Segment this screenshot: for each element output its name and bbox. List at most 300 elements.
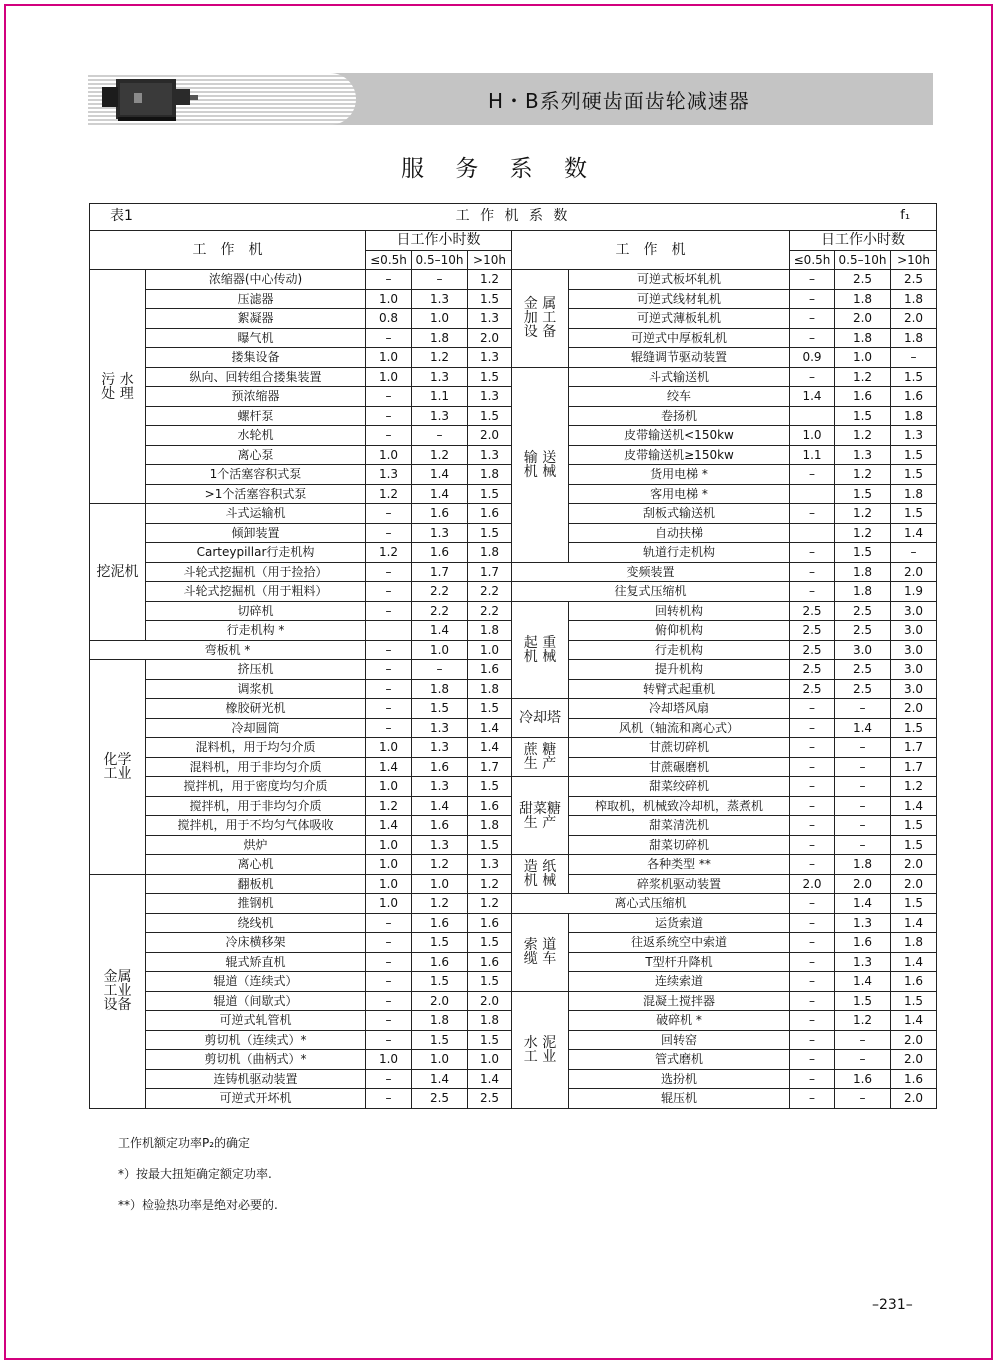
factor-value: – [891,543,937,563]
gear-reducer-icon [98,73,208,125]
factor-value: – [790,1089,835,1109]
notes [118,1134,278,1227]
factor-value: – [366,1030,412,1050]
machine-name: 甜菜绞碎机 [569,777,790,797]
machine-name: 弯板机 * [90,640,366,660]
factor-value: 1.4 [468,1069,512,1089]
factor-value: 1.2 [468,874,512,894]
factor-value: – [835,1089,891,1109]
page-number: –231– [872,1297,913,1313]
factor-value: 3.0 [891,621,937,641]
factor-value: 1.0 [412,874,468,894]
factor-value: 2.2 [412,582,468,602]
factor-value: – [366,991,412,1011]
factor-value: – [790,543,835,563]
factor-value: 2.5 [790,601,835,621]
factor-value: 2.0 [891,1030,937,1050]
factor-value: 1.5 [468,835,512,855]
machine-name: 各种类型 ** [569,855,790,875]
machine-name: 往复式压缩机 [512,582,790,602]
machine-name: 辊压机 [569,1089,790,1109]
category-label: 索 道 缆 车 [512,913,569,991]
factor-value: – [366,972,412,992]
machine-name: 翻板机 [146,874,366,894]
factor-value: 2.5 [790,679,835,699]
machine-name: 混料机，用于均匀介质 [146,738,366,758]
factor-value: – [790,796,835,816]
factor-value: 1.0 [366,835,412,855]
machine-name: 纵向、回转组合搂集装置 [146,367,366,387]
factor-value: 1.0 [366,348,412,368]
factor-value: 1.5 [468,699,512,719]
machine-name: 搅拌机，用于不均匀气体吸收 [146,816,366,836]
factor-value: 1.8 [835,289,891,309]
factor-value: 1.0 [366,894,412,914]
hour-col-header: >10h [891,250,937,270]
machine-name: 管式磨机 [569,1050,790,1070]
factor-value: 1.5 [468,777,512,797]
factor-value: 1.5 [891,445,937,465]
factor-value: – [366,718,412,738]
factor-value: 1.5 [891,718,937,738]
factor-value: 2.5 [835,679,891,699]
factor-value: – [891,348,937,368]
factor-value: 2.5 [835,660,891,680]
factor-value: 1.3 [412,738,468,758]
factor-value: 1.6 [891,972,937,992]
factor-value: 2.0 [891,1089,937,1109]
factor-value: 1.5 [835,484,891,504]
category-label: 造 纸 机 械 [512,855,569,894]
machine-name: 甜菜清洗机 [569,816,790,836]
category-label: 化学 工业 [90,660,146,875]
machine-name: 挤压机 [146,660,366,680]
factor-value: 1.5 [412,699,468,719]
factor-value: 3.0 [891,601,937,621]
factor-value: – [790,309,835,329]
factor-value: – [366,1089,412,1109]
factor-value: 1.2 [835,523,891,543]
factor-value: 1.6 [468,504,512,524]
machine-name: 切碎机 [146,601,366,621]
factor-value: 1.8 [835,582,891,602]
machine-name: 剪切机（连续式）* [146,1030,366,1050]
category-label: 金属 工业 设备 [90,874,146,1108]
table-row [90,855,937,875]
machine-name: 回转机构 [569,601,790,621]
machine-name: 冷却塔风扇 [569,699,790,719]
factor-value: 1.3 [891,426,937,446]
factor-value: 1.2 [366,484,412,504]
machine-name: 斗轮式挖掘机（用于粗料） [146,582,366,602]
machine-name: 皮带输送机≥150kw [569,445,790,465]
factor-value: – [790,952,835,972]
factor-value: 2.0 [468,426,512,446]
factor-value: – [366,933,412,953]
machine-name: 可逆式薄板轧机 [569,309,790,329]
factor-value: 2.0 [891,1050,937,1070]
factor-value: 2.5 [891,270,937,290]
factor-value: 2.0 [412,991,468,1011]
machine-name: 烘炉 [146,835,366,855]
factor-value: 2.0 [468,328,512,348]
machine-name: 剪切机（曲柄式）* [146,1050,366,1070]
machine-name: 斗式输送机 [569,367,790,387]
table-row [90,738,937,758]
factor-value: 3.0 [891,640,937,660]
factor-value: 1.8 [412,679,468,699]
table-label: 表1 [110,208,133,224]
table-row [90,913,937,933]
factor-value: 1.0 [366,738,412,758]
hour-col-header: ≤0.5h [366,250,412,270]
factor-value: – [790,777,835,797]
machine-name: 混凝土搅拌器 [569,991,790,1011]
machine-name: 推钢机 [146,894,366,914]
machine-name: 卷扬机 [569,406,790,426]
factor-value: 1.8 [468,679,512,699]
machine-name: 橡胶研光机 [146,699,366,719]
machine-name: 搅拌机，用于非均匀介质 [146,796,366,816]
factor-value: 1.6 [412,757,468,777]
machine-name: 轨道行走机构 [569,543,790,563]
machine-name: 冷床横移架 [146,933,366,953]
factor-value: 1.4 [891,913,937,933]
factor-value: 2.5 [790,660,835,680]
header-title: H・B系列硬齿面齿轮减速器 [488,89,750,113]
factor-value: 1.1 [412,387,468,407]
factor-value: – [835,757,891,777]
factor-value: 3.0 [835,640,891,660]
factor-value: 0.8 [366,309,412,329]
machine-name: 辊道（连续式） [146,972,366,992]
factor-value: 1.6 [412,543,468,563]
factor-value: 1.3 [412,406,468,426]
factor-value: 1.6 [412,952,468,972]
machine-name: 风机（轴流和离心式） [569,718,790,738]
machine-name: 辊缝调节驱动装置 [569,348,790,368]
factor-value: – [790,328,835,348]
machine-name: 离心泵 [146,445,366,465]
factor-value [366,621,412,641]
factor-value: 1.6 [835,1069,891,1089]
factor-value: 2.0 [835,309,891,329]
machine-name: 调浆机 [146,679,366,699]
machine-name: 变频装置 [512,562,790,582]
factor-value: – [790,562,835,582]
service-factor-table [89,203,937,1109]
factor-value: 1.5 [835,543,891,563]
machine-name: 倾卸装置 [146,523,366,543]
factor-value: 1.8 [891,933,937,953]
machine-name: 榨取机，机械致冷却机，蒸煮机 [569,796,790,816]
factor-value: 1.6 [891,387,937,407]
factor-value: 1.7 [468,562,512,582]
machine-name: 辊道（间歇式） [146,991,366,1011]
table-unit: f₁ [900,208,911,223]
factor-value: 1.3 [468,348,512,368]
factor-value: 2.0 [891,699,937,719]
factor-value: 1.2 [835,465,891,485]
factor-value: 2.2 [412,601,468,621]
factor-value: 1.5 [468,1030,512,1050]
right-machine-header: 工 作 机 [512,231,790,270]
factor-value: 1.5 [891,816,937,836]
factor-value: 1.0 [366,855,412,875]
factor-value: – [366,582,412,602]
machine-name: 甘蔗碾磨机 [569,757,790,777]
category-label: 金 属 加 工 设 备 [512,270,569,368]
hour-col-header: 0.5–10h [835,250,891,270]
factor-value: 1.8 [891,328,937,348]
factor-value: – [366,504,412,524]
machine-name: 货用电梯 * [569,465,790,485]
factor-value: – [790,699,835,719]
factor-value: – [366,913,412,933]
factor-value: – [366,601,412,621]
machine-name: 斗式运输机 [146,504,366,524]
factor-value [790,406,835,426]
machine-name: 转臂式起重机 [569,679,790,699]
machine-name: 离心机 [146,855,366,875]
category-label: 甜菜糖 生 产 [512,777,569,855]
note-line: **）检验热功率是绝对必要的. [118,1198,278,1212]
factor-value: – [790,757,835,777]
factor-value: – [835,777,891,797]
factor-value: 1.8 [412,1011,468,1031]
machine-name: 自动扶梯 [569,523,790,543]
factor-value: – [835,699,891,719]
table-caption: 工 作 机 系 数 [455,208,571,224]
machine-name: 水轮机 [146,426,366,446]
header-stripes [88,73,356,125]
factor-value: 1.4 [412,621,468,641]
factor-value: – [366,270,412,290]
factor-value: – [835,796,891,816]
factor-value: 1.3 [468,387,512,407]
factor-value: – [790,1011,835,1031]
factor-value: 1.0 [468,640,512,660]
factor-value: 1.5 [468,972,512,992]
factor-value: – [366,562,412,582]
factor-value: 2.0 [468,991,512,1011]
factor-value: – [790,816,835,836]
factor-value: 1.0 [412,309,468,329]
machine-name: 压滤器 [146,289,366,309]
machine-name: 混料机，用于非均匀介质 [146,757,366,777]
factor-value: 1.5 [412,972,468,992]
factor-value: 3.0 [891,679,937,699]
factor-value: – [790,933,835,953]
factor-value: 1.5 [468,406,512,426]
factor-value: – [412,270,468,290]
factor-value: 1.2 [412,348,468,368]
factor-value: 1.4 [835,972,891,992]
factor-value: 1.5 [891,504,937,524]
factor-value: 1.8 [468,621,512,641]
factor-value: – [790,855,835,875]
factor-value: 1.4 [412,796,468,816]
table-row [90,582,937,602]
factor-value: 2.0 [891,855,937,875]
factor-value: 1.2 [891,777,937,797]
machine-name: 皮带输送机<150kw [569,426,790,446]
category-label: 挖泥机 [90,504,146,641]
factor-value: 1.6 [468,913,512,933]
factor-value: 1.3 [412,718,468,738]
factor-value: – [790,582,835,602]
factor-value: 1.4 [790,387,835,407]
factor-value: – [366,952,412,972]
factor-value: 1.5 [891,835,937,855]
machine-name: 往返系统空中索道 [569,933,790,953]
factor-value: 1.3 [468,855,512,875]
factor-value: – [366,1069,412,1089]
factor-value: 2.0 [891,874,937,894]
factor-value: – [790,991,835,1011]
factor-value: 1.0 [366,874,412,894]
factor-value: 1.8 [468,465,512,485]
factor-value: 1.2 [835,1011,891,1031]
factor-value: 1.2 [468,894,512,914]
factor-value: – [366,640,412,660]
machine-name: 斗轮式挖掘机（用于捡拾） [146,562,366,582]
factor-value: – [790,913,835,933]
machine-name: 辊式矫直机 [146,952,366,972]
factor-value: 2.5 [835,270,891,290]
factor-value: 1.3 [412,523,468,543]
factor-value: – [412,426,468,446]
factor-value: 1.0 [366,777,412,797]
machine-name: 甜菜切碎机 [569,835,790,855]
factor-value: 1.3 [835,952,891,972]
factor-value: 1.0 [366,1050,412,1070]
factor-value: 1.7 [468,757,512,777]
factor-value: – [366,406,412,426]
factor-value: – [790,504,835,524]
machine-name: >1个活塞容积式泵 [146,484,366,504]
factor-value: 1.2 [468,270,512,290]
machine-name: 可逆式线材轧机 [569,289,790,309]
factor-value: 1.4 [891,523,937,543]
machine-name: T型杆升降机 [569,952,790,972]
machine-name: 绕线机 [146,913,366,933]
factor-value: 1.2 [412,855,468,875]
table-row [90,270,937,290]
factor-value: 1.3 [412,777,468,797]
machine-name: 可逆式开坏机 [146,1089,366,1109]
factor-value: 1.6 [412,816,468,836]
factor-value: 1.6 [412,913,468,933]
factor-value: 1.5 [412,1030,468,1050]
factor-value: 1.5 [891,894,937,914]
factor-value: – [366,523,412,543]
factor-value: 1.4 [835,894,891,914]
factor-value: – [835,835,891,855]
factor-value: 2.2 [468,582,512,602]
factor-value: 1.4 [891,1011,937,1031]
factor-value: 1.6 [468,660,512,680]
machine-name: 搂集设备 [146,348,366,368]
factor-value: 1.0 [366,289,412,309]
factor-value: – [790,1030,835,1050]
category-label: 输 送 机 械 [512,367,569,562]
machine-name: 浓缩器(中心传动) [146,270,366,290]
factor-value: 1.4 [468,738,512,758]
table-row [90,367,937,387]
machine-name: 碎浆机驱动装置 [569,874,790,894]
machine-name: 客用电梯 * [569,484,790,504]
factor-value: 1.8 [412,328,468,348]
factor-value: 1.5 [835,406,891,426]
machine-name: 绞车 [569,387,790,407]
factor-value: 1.8 [468,543,512,563]
factor-value: 1.3 [468,445,512,465]
factor-value: 2.5 [835,601,891,621]
factor-value: 2.5 [835,621,891,641]
machine-name: 运货索道 [569,913,790,933]
factor-value: 1.0 [366,367,412,387]
factor-value: – [366,1011,412,1031]
factor-value: – [366,660,412,680]
factor-value: 2.0 [790,874,835,894]
factor-value: 1.3 [412,367,468,387]
factor-value [790,484,835,504]
factor-value: 1.0 [835,348,891,368]
factor-value: – [835,816,891,836]
machine-name: 提升机构 [569,660,790,680]
factor-value: 1.4 [412,465,468,485]
factor-value: 1.5 [468,933,512,953]
table-caption-row [90,204,937,231]
factor-value: 1.8 [468,1011,512,1031]
factor-value: 1.4 [366,757,412,777]
factor-value: 1.1 [790,445,835,465]
factor-value: 1.2 [412,894,468,914]
left-machine-header: 工 作 机 [90,231,366,270]
factor-value: 1.6 [468,796,512,816]
factor-value: 1.4 [891,952,937,972]
factor-value: 1.6 [835,933,891,953]
factor-value: 1.3 [835,913,891,933]
factor-value: – [835,1030,891,1050]
machine-name: 絮凝器 [146,309,366,329]
factor-value: – [835,738,891,758]
factor-value: 1.4 [366,816,412,836]
machine-name: 可逆式中厚板轧机 [569,328,790,348]
factor-value: 1.5 [891,991,937,1011]
factor-value: 1.2 [835,426,891,446]
table-row [90,601,937,621]
factor-value: 1.6 [468,952,512,972]
factor-value: 1.5 [891,465,937,485]
factor-value: – [790,1050,835,1070]
factor-value: 1.4 [468,718,512,738]
factor-value: – [366,699,412,719]
right-hours-header: 日工作小时数 [790,231,937,251]
factor-value: – [790,465,835,485]
factor-value: 1.5 [468,484,512,504]
factor-value: 1.5 [468,367,512,387]
machine-name: 1个活塞容积式泵 [146,465,366,485]
note-line: *）按最大扭矩确定额定功率. [118,1167,272,1181]
factor-value: 1.2 [366,796,412,816]
machine-name: Carteypillar行走机构 [146,543,366,563]
factor-value: 1.0 [790,426,835,446]
factor-value: 1.2 [412,445,468,465]
factor-value: 1.5 [468,289,512,309]
factor-value: 1.4 [412,1069,468,1089]
